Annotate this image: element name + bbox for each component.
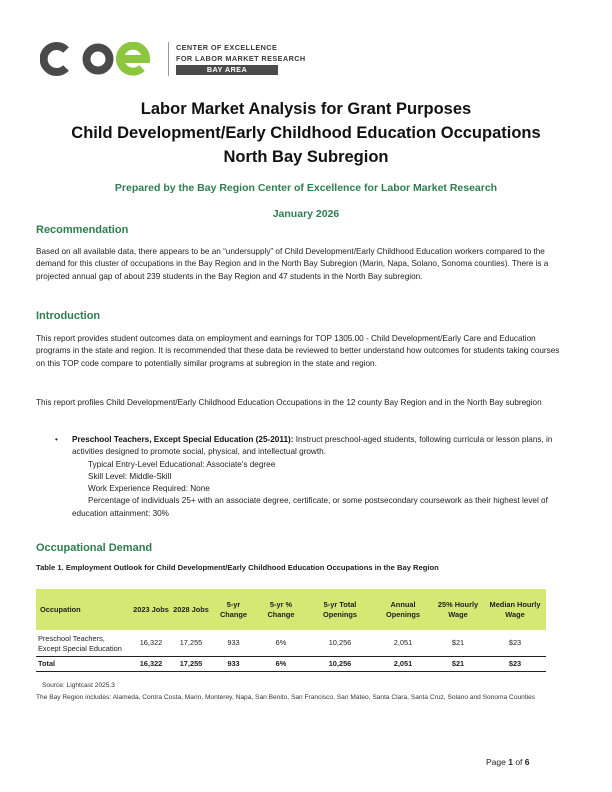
cell-annual-openings: 2,051 (393, 638, 413, 647)
header-median-wage: Median Hourly Wage (489, 599, 541, 619)
occupation-bullet (55, 434, 560, 520)
title-line-2: Child Development/Early Childhood Education Occupations (71, 124, 541, 142)
total-5yr-change: 933 (211, 657, 256, 672)
coe-logo (40, 42, 360, 78)
bullet-pct: Percentage of individuals 25+ with an associate degree, certificate, or some postsecondary coursework as their highest level of education attainment: 30% (72, 496, 548, 518)
total-5yr-openings: 10,256 (306, 657, 374, 672)
report-date: January 2026 (272, 208, 340, 220)
table-note: The Bay Region includes: Alameda, Contra Costa, Marin, Monterey, Napa, San Benito, San Francisco, San Mateo, Santa Clara, Santa Cruz, Solano and Sonoma Counties (36, 694, 536, 701)
table-title: Table 1. Employment Outlook for Child Development/Early Childhood Education Occupations in the Bay Region (36, 563, 439, 572)
table-total-row (36, 657, 546, 672)
bullet-entry: Typical Entry-Level Educational: Associate's degree (88, 459, 276, 469)
bullet-skill: Skill Level: Middle-Skill (88, 471, 172, 481)
header-5yr-change: 5-yr Change (219, 599, 248, 619)
page-total: 6 (524, 757, 530, 767)
table-source: Source: Lightcast 2025.3 (42, 682, 115, 689)
cell-5yr-openings: 10,256 (328, 638, 352, 647)
bullet-desc: Instruct preschool-aged students, following curricula or lesson plans, in activities designed to promote social, physical, and intellectual growth. (72, 435, 553, 457)
cell-5yr-change: 933 (227, 638, 240, 647)
page-of: of (512, 757, 525, 767)
total-label: Total (36, 657, 131, 672)
report-title (0, 97, 612, 169)
header-annual-openings: Annual Openings (385, 599, 421, 619)
bullet-marker: • (55, 435, 58, 444)
introduction-para-1: This report provides student outcomes data on employment and earnings for TOP 1305.00 - Child Development/Early Care and Education programs in the state and region. It is recommended that these data be reviewed to better understand how outcomes for students taking courses on this TOP code compare to potentially similar programs at subregion in the state and region. (36, 334, 560, 368)
header-5yr-pct-change: 5-yr % Change (267, 599, 295, 619)
employment-outlook-table (36, 589, 546, 672)
logo-divider (168, 42, 169, 76)
header-2028-jobs: 2028 Jobs (173, 604, 209, 614)
cell-2028-jobs: 17,255 (179, 638, 203, 647)
total-5yr-pct-change: 6% (256, 657, 306, 672)
total-2023-jobs: 16,322 (131, 657, 171, 672)
page-current: 1 (508, 757, 513, 767)
page-prefix: Page (486, 757, 509, 767)
header-5yr-openings: 5-yr Total Openings (322, 599, 358, 619)
total-25pct-wage: $21 (432, 657, 484, 672)
logo-line-2: FOR LABOR MARKET RESEARCH (176, 54, 306, 63)
page-number (486, 757, 530, 767)
bullet-title: Preschool Teachers, Except Special Education (25-2011): (72, 435, 294, 444)
header-25pct-wage: 25% Hourly Wage (437, 599, 479, 619)
recommendation-text: Based on all available data, there appears to be an “undersupply” of Child Development/Early Childhood Education workers compared to the demand for this cluster of occupations in the Bay Region and in the North Bay Subregion (Marin, Napa, Solano, Sonoma counties). There is a projected annual gap of about 239 students in the Bay Region and 47 students in the North Bay subregion. (36, 247, 549, 281)
introduction-heading: Introduction (36, 310, 101, 322)
bullet-work: Work Experience Required: None (88, 484, 210, 494)
total-2028-jobs: 17,255 (171, 657, 211, 672)
cell-median-wage: $23 (508, 638, 522, 647)
header-occupation: Occupation (40, 604, 81, 614)
coe-logo-mark (40, 42, 164, 76)
title-line-3: North Bay Subregion (223, 148, 389, 166)
header-2023-jobs: 2023 Jobs (133, 604, 169, 614)
total-annual-openings: 2,051 (374, 657, 432, 672)
cell-5yr-pct-change: 6% (275, 638, 287, 647)
introduction-para-2: This report profiles Child Development/Early Childhood Education Occupations in the 12 county Bay Region and in the North Bay subregion (36, 398, 542, 407)
table-header-row (36, 589, 546, 630)
recommendation-heading: Recommendation (36, 224, 129, 236)
prepared-by: Prepared by the Bay Region Center of Excellence for Labor Market Research (114, 182, 498, 194)
logo-line-1: CENTER OF EXCELLENCE (176, 43, 278, 52)
logo-line-3: BAY AREA (176, 65, 278, 75)
title-line-1: Labor Market Analysis for Grant Purposes (140, 100, 472, 118)
table-row (36, 630, 546, 657)
cell-2023-jobs: 16,322 (139, 638, 163, 647)
logo-wordmark (176, 42, 306, 75)
cell-occupation: Preschool Teachers, Except Special Education (38, 634, 122, 653)
cell-25pct-wage: $21 (451, 638, 465, 647)
total-median-wage: $23 (484, 657, 546, 672)
demand-heading: Occupational Demand (36, 542, 153, 554)
